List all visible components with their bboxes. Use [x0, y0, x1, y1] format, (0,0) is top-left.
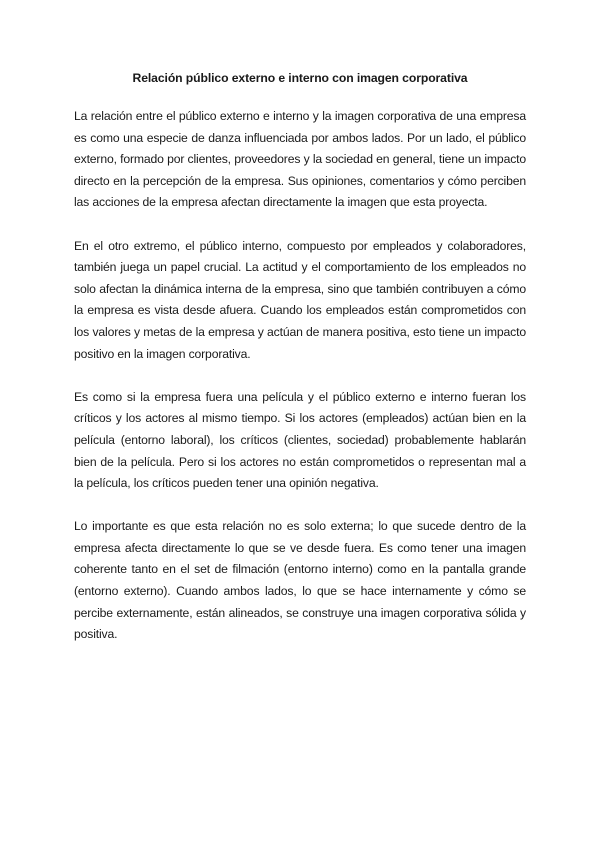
- paragraph-4: Lo importante es que esta relación no es solo externa; lo que sucede dentro de la empresa afecta directamente lo que se ve desde fuera. Es como tener una imagen coherente tanto en el set de filmación (entorno interno) como en la pantalla grande (entorno externo). Cuando ambos lados, lo que se hace internamente y cómo se percibe externamente, están alineados, se construye una imagen corporativa sólida y positiva.: [74, 519, 526, 642]
- document-page: [74, 70, 526, 667]
- paragraph-2: En el otro extremo, el público interno, compuesto por empleados y colaboradores, también juega un papel crucial. La actitud y el comportamiento de los empleados no solo afectan la dinámica interna de la empresa, sino que también contribuyen a cómo la empresa es vista desde afuera. Cuando los empleados están comprometidos con los valores y metas de la empresa y actúan de manera positiva, esto tiene un impacto positivo en la imagen corporativa.: [74, 238, 526, 361]
- document-title: Relación público externo e interno con imagen corporativa: [132, 71, 468, 85]
- paragraph-1: La relación entre el público externo e interno y la imagen corporativa de una empresa es como una especie de danza influenciada por ambos lados. Por un lado, el público externo, formado por clientes, proveedores y la sociedad en general, tiene un impacto directo en la percepción de la empresa. Sus opiniones, comentarios y cómo perciben las acciones de la empresa afectan directamente la imagen que esta proyecta.: [74, 109, 526, 210]
- paragraph-3: Es como si la empresa fuera una película y el público externo e interno fueran los críticos y los actores al mismo tiempo. Si los actores (empleados) actúan bien en la película (entorno laboral), los críticos (clientes, sociedad) probablemente hablarán bien de la película. Pero si los actores no están comprometidos o representan mal a la película, los críticos pueden tener una opinión negativa.: [74, 389, 526, 491]
